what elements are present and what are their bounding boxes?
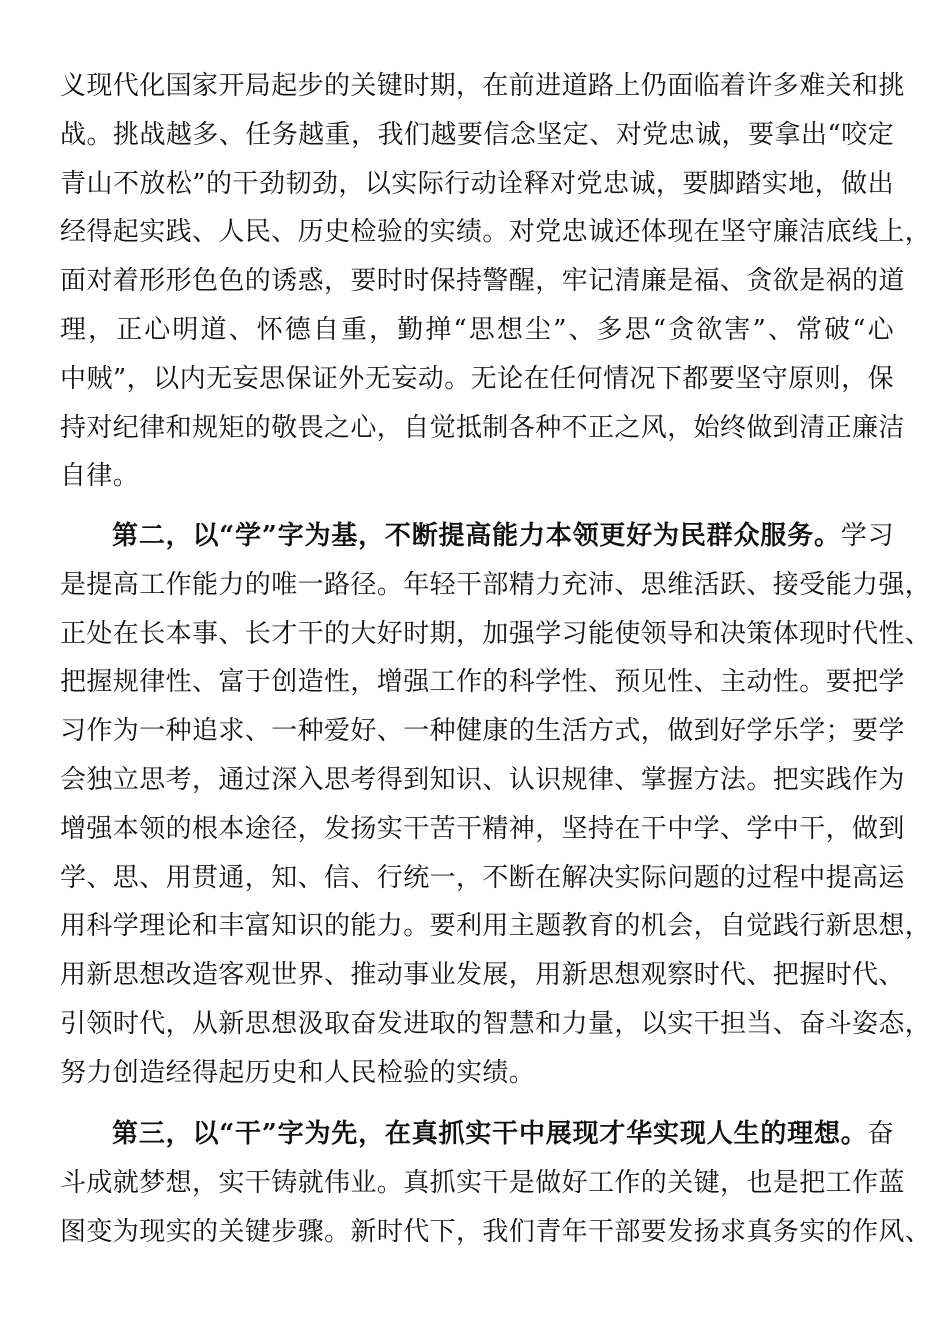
text-line: 斗成就梦想，实干铸就伟业。真抓实干是做好工作的关键，也是把工作蓝: [60, 1167, 905, 1198]
text-line: 青山不放松”的干劲韧劲，以实际行动诠释对党忠诚，要脚踏实地，做出: [60, 168, 894, 199]
text-line: 会独立思考，通过深入思考得到知识、认识规律、掌握方法。把实践作为: [60, 764, 905, 795]
text-line: 习作为一种追求、一种爱好、一种健康的生活方式，做到好学乐学；要学: [60, 716, 905, 747]
text-line: 战。挑战越多、任务越重，我们越要信念坚定、对党忠诚，要拿出“咬定: [60, 119, 894, 150]
text-run: 奋: [867, 1119, 894, 1149]
text-line: 中贼”，以内无妄思保证外无妄动。无论在任何情况下都要坚守原则，保: [60, 363, 894, 394]
text-run: 学习: [840, 521, 894, 551]
section-heading-action: 第三，以“干”字为先，在真抓实干中展现才华实现人生的理想。: [112, 1119, 868, 1149]
text-line: 正处在长本事、长才干的大好时期，加强学习能使领导和决策体现时代性、: [60, 618, 932, 649]
paragraph-loyalty-continued: [60, 62, 932, 501]
text-line: 把握规律性、富于创造性，增强工作的科学性、预见性、主动性。要把学: [60, 667, 905, 698]
text-line: 引领时代，从新思想汲取奋发进取的智慧和力量，以实干担当、奋斗姿态，: [60, 1008, 932, 1039]
text-line: 图变为现实的关键步骤。新时代下，我们青年干部要发扬求真务实的作风、: [60, 1216, 932, 1247]
text-line: 努力创造经得起历史和人民检验的实绩。: [60, 1057, 536, 1088]
text-line: 是提高工作能力的唯一路径。年轻干部精力充沛、思维活跃、接受能力强，: [60, 569, 932, 600]
paragraph-action: [60, 1110, 932, 1256]
text-line: 自律。: [60, 461, 140, 492]
text-line: 用新思想改造客观世界、推动事业发展，用新思想观察时代、把握时代、: [60, 960, 905, 991]
text-line: 面对着形形色色的诱惑，要时时保持警醒，牢记清廉是福、贪欲是祸的道: [60, 266, 905, 297]
text-line: 用科学理论和丰富知识的能力。要利用主题教育的机会，自觉践行新思想，: [60, 911, 932, 942]
text-line: 经得起实践、人民、历史检验的实绩。对党忠诚还体现在坚守廉洁底线上，: [60, 217, 932, 248]
paragraph-study: [60, 512, 932, 1098]
paragraph-first-line: [60, 512, 894, 561]
text-line: 学、思、用贯通，知、信、行统一，不断在解决实际问题的过程中提高运: [60, 862, 905, 893]
text-line: 持对纪律和规矩的敬畏之心，自觉抵制各种不正之风，始终做到清正廉洁: [60, 412, 905, 443]
text-line: 增强本领的根本途径，发扬实干苦干精神，坚持在干中学、学中干，做到: [60, 813, 905, 844]
section-heading-study: 第二，以“学”字为基，不断提高能力本领更好为民群众服务。: [112, 521, 841, 551]
text-line: 理，正心明道、怀德自重，勤掸“思想尘”、多思“贪欲害”、常破“心: [60, 314, 894, 345]
text-line: 义现代化国家开局起步的关键时期，在前进道路上仍面临着许多难关和挑: [60, 71, 905, 101]
paragraph-first-line: [60, 1110, 894, 1159]
